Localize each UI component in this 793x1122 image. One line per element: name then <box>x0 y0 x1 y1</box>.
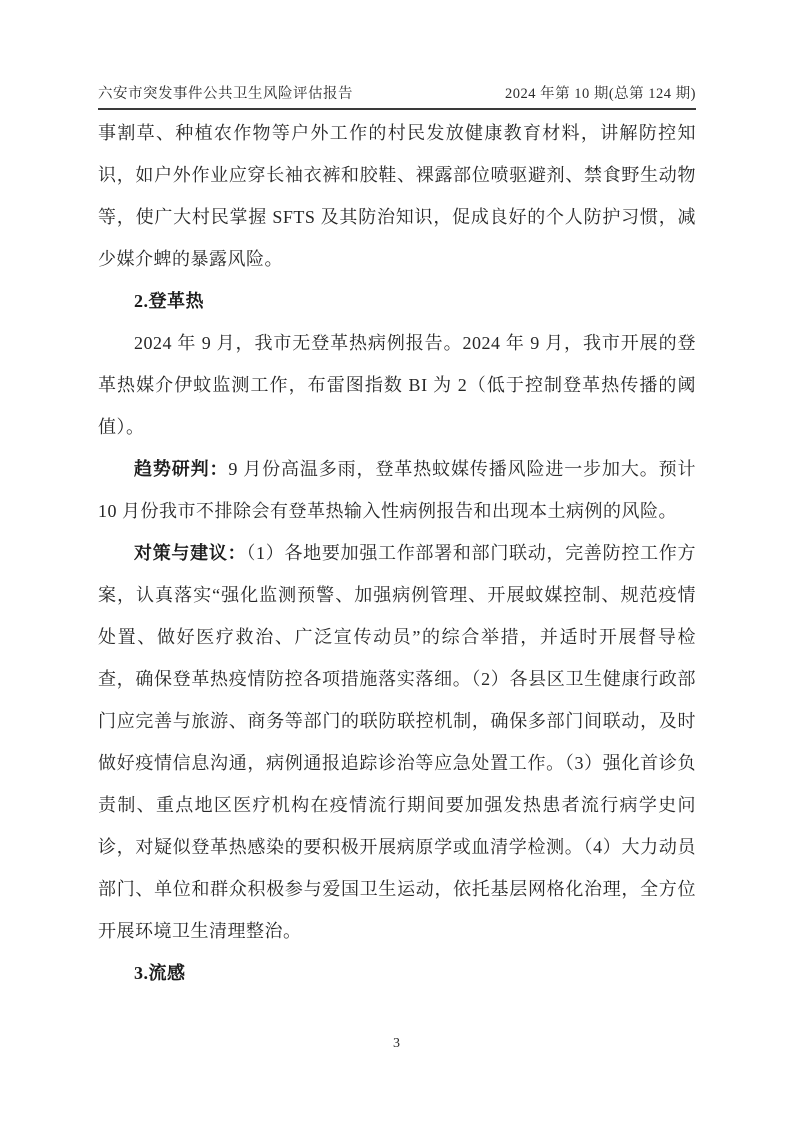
content-column <box>98 84 696 994</box>
section-heading-dengue: 2.登革热 <box>134 291 204 311</box>
section-heading-flu: 3.流感 <box>134 963 186 983</box>
page-header <box>98 84 696 110</box>
trend-analysis-label: 趋势研判： <box>134 459 229 479</box>
header-issue-number: 2024 年第 10 期(总第 124 期) <box>504 86 696 102</box>
countermeasures-label: 对策与建议： <box>134 543 247 563</box>
page-footer <box>0 1034 793 1054</box>
page-number: 3 <box>393 1036 400 1051</box>
document-body <box>98 112 696 994</box>
paragraph-trend-analysis <box>98 448 696 532</box>
paragraph-sfts-continuation: 事割草、种植农作物等户外工作的村民发放健康教育材料，讲解防控知识，如户外作业应穿长袖衣裤和胶鞋、裸露部位喷驱避剂、禁食野生动物等，使广大村民掌握 SFTS 及其防治知识，促成良好的个人防护习惯，减少媒介蜱的暴露风险。 <box>98 123 696 269</box>
countermeasures-text: （1）各地要加强工作部署和部门联动，完善防控工作方案，认真落实“强化监测预警、加强病例管理、开展蚊媒控制、规范疫情处置、做好医疗救治、广泛宣传动员”的综合举措，并适时开展督导检查，确保登革热疫情防控各项措施落实落细。（2）各县区卫生健康行政部门应完善与旅游、商务等部门的联防联控机制，确保多部门间联动，及时做好疫情信息沟通，病例通报追踪诊治等应急处置工作。（3）强化首诊负责制、重点地区医疗机构在疫情流行期间要加强发热患者流行病学史问诊，对疑似登革热感染的要积极开展病原学或血清学检测。（4）大力动员部门、单位和群众积极参与爱国卫生运动，依托基层网格化治理，全方位开展环境卫生清理整治。 <box>98 543 697 941</box>
paragraph-dengue-surveillance: 2024 年 9 月，我市无登革热病例报告。2024 年 9 月，我市开展的登革热媒介伊蚊监测工作，布雷图指数 BI 为 2（低于控制登革热传播的阈值）。 <box>98 333 696 437</box>
trend-analysis-text: 9 月份高温多雨，登革热蚊媒传播风险进一步加大。预计 10 月份我市不排除会有登革热输入性病例报告和出现本土病例的风险。 <box>98 459 697 521</box>
header-report-title: 六安市突发事件公共卫生风险评估报告 <box>98 86 353 102</box>
paragraph-countermeasures <box>98 532 696 952</box>
